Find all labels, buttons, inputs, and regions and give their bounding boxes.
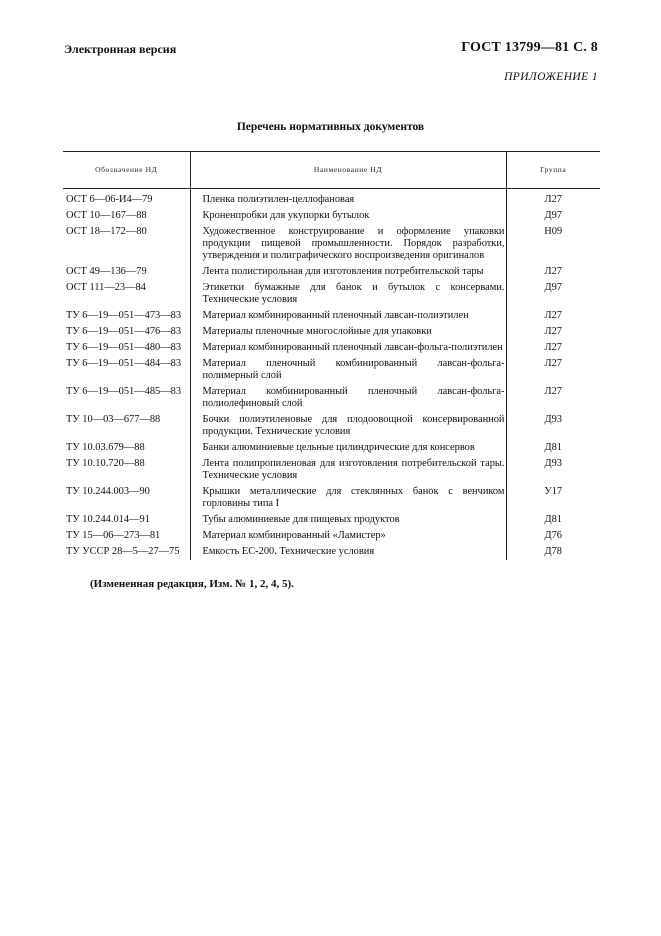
- document-group-cell: Л27: [506, 189, 600, 211]
- document-name-cell: Пленка полиэтилен-целлофановая: [190, 189, 506, 211]
- document-code-cell: ОСТ 6—06-И4—79: [66, 194, 153, 205]
- document-group-cell: Д78: [506, 546, 600, 560]
- column-header-group: Группа: [506, 152, 600, 189]
- document-group-cell: Д93: [506, 414, 600, 442]
- document-title: Перечень нормативных документов: [236, 121, 425, 133]
- table-row: [63, 414, 600, 442]
- table-row: [63, 342, 600, 358]
- column-header-code: Обозначение НД: [63, 152, 190, 189]
- document-code-cell: ОСТ 111—23—84: [66, 282, 146, 293]
- document-group-cell: Н09: [506, 226, 600, 266]
- document-name-cell: Материалы пленочные многослойные для упаковки: [190, 326, 506, 342]
- document-code-cell: ТУ 6—19—051—484—83: [66, 358, 182, 369]
- amendment-note: (Измененная редакция, Изм. № 1, 2, 4, 5).: [90, 578, 294, 590]
- document-name-cell: Крышки металлические для стеклянных банок с венчиком горловины типа I: [190, 486, 506, 514]
- document-group-cell: Л27: [506, 342, 600, 358]
- document-name-cell: Лента полистирольная для изготовления потребительской тары: [190, 266, 506, 282]
- document-name-cell: Емкость ЕС-200. Технические условия: [190, 546, 506, 560]
- document-name-cell: Художественное конструирование и оформление упаковки продукции пищевой промышленности. Порядок разработки, утверждения и полиграфического воспроизведения оригиналов: [190, 226, 506, 266]
- table-body: [63, 189, 600, 561]
- document-code-cell: ОСТ 10—167—88: [66, 210, 147, 221]
- document-group-cell: У17: [506, 486, 600, 514]
- table-row: [63, 282, 600, 310]
- document-group-cell: Д81: [506, 442, 600, 458]
- table-row: [63, 210, 600, 226]
- document-name-cell: Банки алюминиевые цельные цилиндрические для консервов: [190, 442, 506, 458]
- document-group-cell: Л27: [506, 358, 600, 386]
- table-row: [63, 458, 600, 486]
- document-name-cell: Материал комбинированный пленочный лавсан-полиэтилен: [190, 310, 506, 326]
- standard-page-number: ГОСТ 13799—81 С. 8: [461, 40, 598, 55]
- document-code-cell: ТУ 6—19—051—476—83: [66, 326, 182, 337]
- document-name-cell: Материал комбинированный пленочный лавсан-фольга-полиолефиновый слой: [190, 386, 506, 414]
- document-name-cell: Этикетки бумажные для банок и бутылок с консервами. Технические условия: [190, 282, 506, 310]
- document-code-cell: ТУ 6—19—051—485—83: [66, 386, 182, 397]
- document-group-cell: Д93: [506, 458, 600, 486]
- table-row: [63, 546, 600, 560]
- document-code-cell: ТУ 6—19—051—480—83: [66, 342, 182, 353]
- table-row: [63, 530, 600, 546]
- document-code-cell: ТУ 10.244.003—90: [66, 486, 150, 497]
- document-group-cell: Л27: [506, 310, 600, 326]
- edition-label: Электронная версия: [64, 42, 177, 56]
- document-code-cell: ТУ УССР 28—5—27—75: [66, 546, 180, 557]
- table-header-row: [63, 152, 600, 189]
- document-code-cell: ОСТ 49—136—79: [66, 266, 147, 277]
- table-row: [63, 310, 600, 326]
- table-row: [63, 226, 600, 266]
- document-name-cell: Кроненпробки для укупорки бутылок: [190, 210, 506, 226]
- document-name-cell: Тубы алюминиевые для пищевых продуктов: [190, 514, 506, 530]
- document-code-cell: ТУ 10—03—677—88: [66, 414, 161, 425]
- document-group-cell: Д97: [506, 210, 600, 226]
- table-row: [63, 326, 600, 342]
- normative-documents-table: [63, 151, 600, 560]
- table-row: [63, 514, 600, 530]
- document-code-cell: ТУ 10.10.720—88: [66, 458, 145, 469]
- table-row: [63, 442, 600, 458]
- table-row: [63, 386, 600, 414]
- table-row: [63, 189, 600, 211]
- document-name-cell: Материал комбинированный пленочный лавсан-фольга-полиэтилен: [190, 342, 506, 358]
- appendix-label: ПРИЛОЖЕНИЕ 1: [504, 71, 598, 83]
- document-group-cell: Д76: [506, 530, 600, 546]
- document-name-cell: Лента полипропиленовая для изготовления потребительской тары. Технические условия: [190, 458, 506, 486]
- document-name-cell: Материал пленочный комбинированный лавсан-фольга-полимерный слой: [190, 358, 506, 386]
- document-group-cell: Л27: [506, 326, 600, 342]
- document-code-cell: ТУ 10.03.679—88: [66, 442, 145, 453]
- document-group-cell: Д81: [506, 514, 600, 530]
- table-row: [63, 266, 600, 282]
- document-code-cell: ОСТ 18—172—80: [66, 226, 147, 237]
- document-code-cell: ТУ 15—06—273—81: [66, 530, 161, 541]
- document-name-cell: Бочки полиэтиленовые для плодоовощной консервированной продукции. Технические условия: [190, 414, 506, 442]
- document-group-cell: Л27: [506, 386, 600, 414]
- column-header-name: Наименование НД: [190, 152, 506, 189]
- table-row: [63, 358, 600, 386]
- table-row: [63, 486, 600, 514]
- document-code-cell: ТУ 10.244.014—91: [66, 514, 150, 525]
- document-group-cell: Л27: [506, 266, 600, 282]
- document-group-cell: Д97: [506, 282, 600, 310]
- document-code-cell: ТУ 6—19—051—473—83: [66, 310, 182, 321]
- document-name-cell: Материал комбинированный «Ламистер»: [190, 530, 506, 546]
